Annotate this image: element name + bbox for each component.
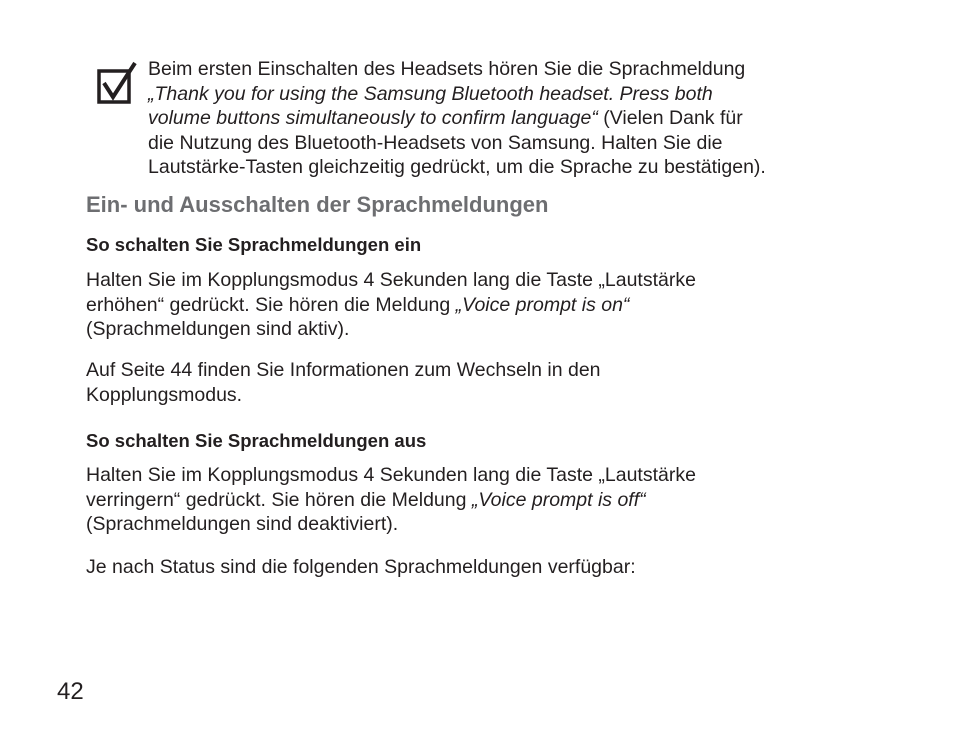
section-heading: Ein- und Ausschalten der Sprachmeldungen — [86, 192, 549, 217]
paragraph-on-line1: Halten Sie im Kopplungsmodus 4 Sekunden lang die Taste „Lautstärke — [86, 269, 696, 291]
paragraph-off-line3: (Sprachmeldungen sind deaktiviert). — [86, 513, 399, 535]
note-text — [148, 57, 888, 180]
subheading-on: So schalten Sie Sprachmeldungen ein — [86, 234, 422, 255]
paragraph-info — [86, 358, 886, 407]
paragraph-status: Je nach Status sind die folgenden Sprachmeldungen verfügbar: — [86, 556, 636, 578]
paragraph-on-line3: (Sprachmeldungen sind aktiv). — [86, 318, 350, 340]
prompt-on: „Voice prompt is on“ — [455, 293, 630, 316]
note-prompt-line1: „Thank you for using the Samsung Bluetooth headset. Press both — [148, 82, 713, 105]
paragraph-on — [86, 268, 886, 342]
paragraph-on-line2: erhöhen“ gedrückt. Sie hören die Meldung — [86, 293, 451, 316]
note-translation-start: (Vielen Dank für — [603, 107, 743, 129]
note-prompt-line2: volume buttons simultaneously to confirm language“ — [148, 107, 598, 129]
note-translation-line3: Lautstärke-Tasten gleichzeitig gedrückt, um die Sprache zu bestätigen). — [148, 156, 766, 178]
subheading-off: So schalten Sie Sprachmeldungen aus — [86, 430, 427, 451]
paragraph-info-line2: Kopplungsmodus. — [86, 383, 243, 406]
paragraph-off-line2: verringern“ gedrückt. Sie hören die Meldung — [86, 488, 467, 511]
checkbox-check-icon — [96, 61, 138, 107]
note-lead: Beim ersten Einschalten des Headsets hören Sie die Sprachmeldung — [148, 58, 746, 80]
paragraph-off-line1: Halten Sie im Kopplungsmodus 4 Sekunden lang die Taste „Lautstärke — [86, 464, 696, 486]
page-number: 42 — [57, 678, 84, 705]
paragraph-off — [86, 463, 886, 537]
paragraph-info-line1: Auf Seite 44 finden Sie Informationen zum Wechseln in den — [86, 359, 601, 381]
prompt-off: „Voice prompt is off“ — [471, 488, 646, 511]
note-translation-line2: die Nutzung des Bluetooth-Headsets von Samsung. Halten Sie die — [148, 131, 723, 154]
